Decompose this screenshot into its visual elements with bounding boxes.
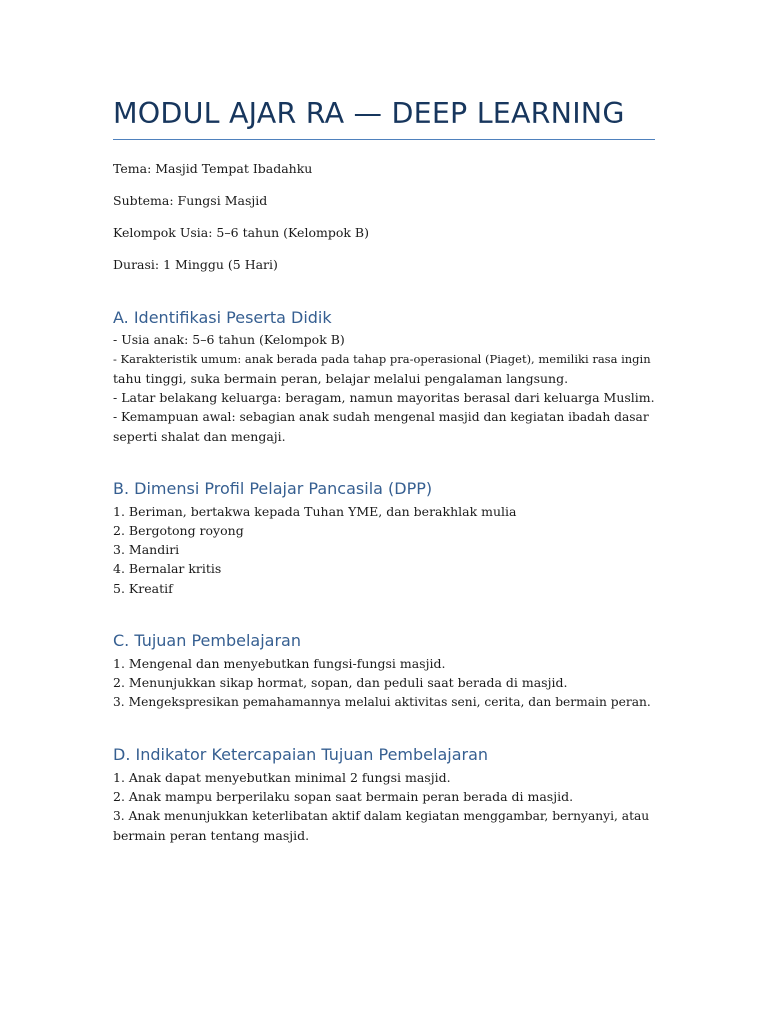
- section-b-line: 3. Mandiri: [113, 542, 180, 557]
- section-d-heading: D. Indikator Ketercapaian Tujuan Pembelajaran: [113, 745, 489, 764]
- document-title: MODUL AJAR RA — DEEP LEARNING: [113, 97, 625, 130]
- section-a-line: - Usia anak: 5–6 tahun (Kelompok B): [113, 332, 345, 347]
- section-a-line: seperti shalat dan mengaji.: [113, 429, 286, 444]
- meta-subtema: Subtema: Fungsi Masjid: [113, 193, 268, 208]
- section-c-line: 2. Menunjukkan sikap hormat, sopan, dan peduli saat berada di masjid.: [113, 675, 568, 690]
- section-a-line: tahu tinggi, suka bermain peran, belajar melalui pengalaman langsung.: [113, 371, 569, 386]
- meta-tema: Tema: Masjid Tempat Ibadahku: [113, 161, 313, 176]
- section-b-line: 5. Kreatif: [113, 581, 173, 596]
- section-a-line: - Kemampuan awal: sebagian anak sudah mengenal masjid dan kegiatan ibadah dasar: [113, 410, 649, 424]
- meta-kelompok-usia: Kelompok Usia: 5–6 tahun (Kelompok B): [113, 225, 369, 240]
- section-b-heading: B. Dimensi Profil Pelajar Pancasila (DPP): [113, 479, 433, 498]
- section-a-line: - Karakteristik umum: anak berada pada tahap pra-operasional (Piaget), memiliki rasa ingin: [113, 352, 651, 366]
- section-c-heading: C. Tujuan Pembelajaran: [113, 631, 301, 650]
- section-c-line: 1. Mengenal dan menyebutkan fungsi-fungsi masjid.: [113, 656, 446, 671]
- section-d-line: 2. Anak mampu berperilaku sopan saat bermain peran berada di masjid.: [113, 789, 574, 804]
- title-underline: [113, 139, 655, 140]
- meta-durasi: Durasi: 1 Minggu (5 Hari): [113, 257, 278, 272]
- section-d-line: 1. Anak dapat menyebutkan minimal 2 fungsi masjid.: [113, 770, 451, 785]
- section-d-line: bermain peran tentang masjid.: [113, 828, 310, 843]
- section-b-line: 1. Beriman, bertakwa kepada Tuhan YME, dan berakhlak mulia: [113, 504, 517, 519]
- section-a-heading: A. Identifikasi Peserta Didik: [113, 308, 332, 327]
- section-d-line: 3. Anak menunjukkan keterlibatan aktif dalam kegiatan menggambar, bernyanyi, atau: [113, 809, 650, 823]
- section-b-line: 2. Bergotong royong: [113, 523, 244, 538]
- section-c-line: 3. Mengekspresikan pemahamannya melalui aktivitas seni, cerita, dan bermain peran.: [113, 695, 651, 709]
- section-b-line: 4. Bernalar kritis: [113, 561, 222, 576]
- section-a-line: - Latar belakang keluarga: beragam, namun mayoritas berasal dari keluarga Muslim.: [113, 390, 655, 405]
